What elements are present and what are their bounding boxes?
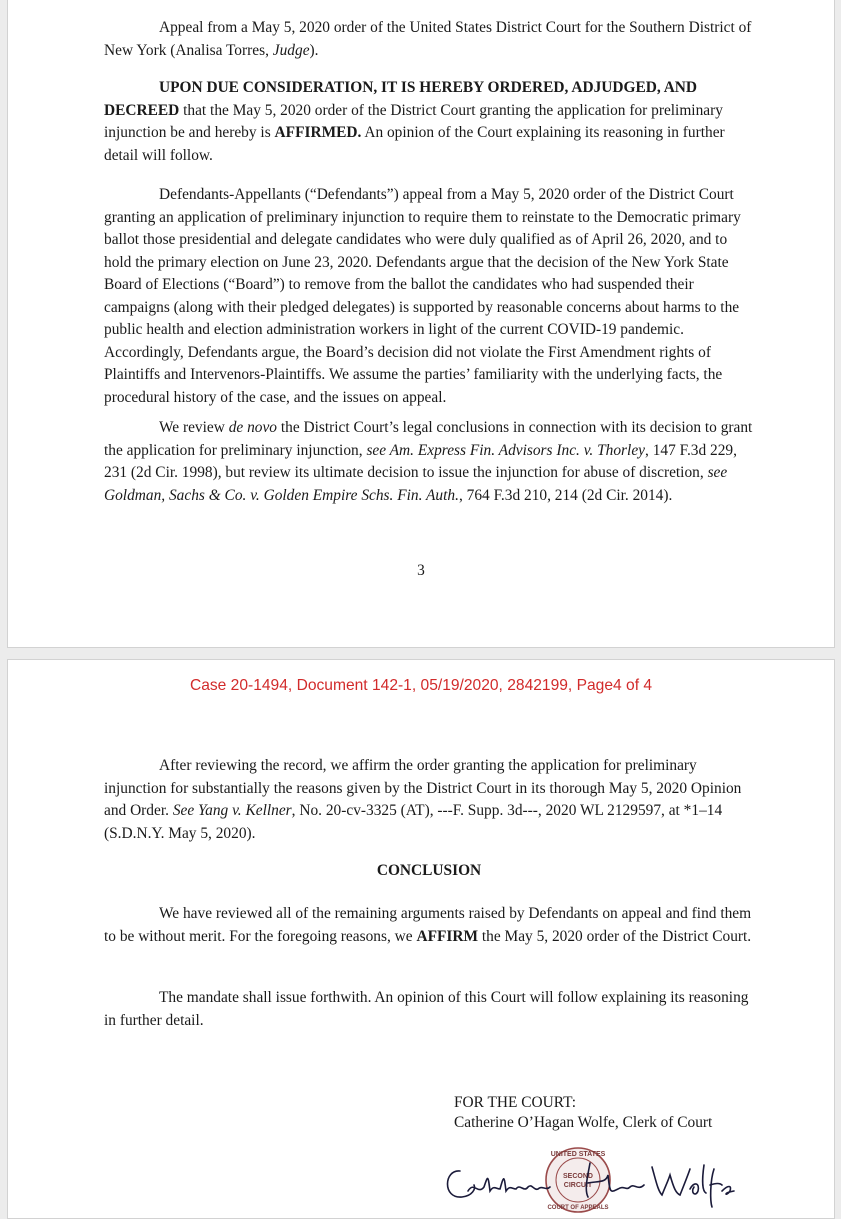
affirm-record-paragraph [104,755,754,845]
citation-thorley: see Am. Express Fin. Advisors Inc. v. Thorley [366,441,645,459]
mandate-paragraph: The mandate shall issue forthwith. An opinion of this Court will follow explaining its reasoning in further detail. [104,989,749,1029]
svg-text:CIRCUIT: CIRCUIT [563,1182,593,1189]
court-seal-icon [546,1148,610,1212]
case-header: Case 20-1494, Document 142-1, 05/19/2020, 2842199, Page4 of 4 [189,677,653,694]
for-the-court: FOR THE COURT: [454,1094,577,1111]
signature-and-seal [438,1145,738,1215]
page-number: 3 [417,562,425,579]
review-text: We review [159,419,229,436]
signature-block [454,1093,712,1133]
svg-text:COURT OF APPEALS: COURT OF APPEALS [547,1205,609,1211]
review-paragraph [104,417,754,507]
order-paragraph [104,77,754,167]
document-page-3 [7,0,835,648]
affirm-bold: AFFIRM [416,927,479,945]
defendants-paragraph: Defendants-Appellants (“Defendants”) appeal from a May 5, 2020 order of the District Court granting an application of preliminary injunction to require them to reinstate to the Democratic primary ballot those presidential and delegate candidates who were duly qualified as of April 26, 2020, and to hold the primary election on June 23, 2020. Defendants argue that the decision of the New York State Board of Elections (“Board”) to remove from the ballot the candidates who had suspended their campaigns (along with their pledged delegates) is supported by reasonable concerns about harms to the public health and election administration workers in light of the current COVID-19 pandemic. Accordingly, Defendants argue, the Board’s decision did not violate the First Amendment rights of Plaintiffs and Intervenors-Plaintiffs. We assume the parties’ familiarity with the underlying facts, the procedural history of the case, and the issues on appeal. [104,186,741,406]
order-text-end: An opinion of the Court explaining its reasoning in further detail will follow. [104,124,725,164]
appeal-text-end: ). [309,41,319,59]
order-text: that the May 5, 2020 order of the District Court granting the application for preliminary injunction be and hereby is [104,101,723,141]
review-text-end: , 764 F.3d 210, 214 (2d Cir. 2014). [458,486,673,504]
de-novo-italic: de novo [228,419,277,436]
citation-goldman: see Goldman, Sachs & Co. v. Golden Empire Schs. Fin. Auth. [104,464,728,504]
svg-text:SECOND: SECOND [563,1173,593,1180]
svg-text:UNITED STATES: UNITED STATES [550,1151,606,1158]
document-page-4 [7,659,835,1219]
appeal-text: Appeal from a May 5, 2020 order of the United States District Court for the Southern District of New York (Analisa Torres, [104,19,752,59]
review-text-2: the District Court’s legal conclusions in connection with its decision to grant the application for preliminary injunction, [104,419,753,459]
affirm-record-text: After reviewing the record, we affirm the order granting the application for preliminary injunction for substantially the reasons given by the District Court in its thorough May 5, 2020 Opinion and Order. [104,757,742,819]
conclusion-text: We have reviewed all of the remaining arguments raised by Defendants on appeal and find them to be without merit. For the foregoing reasons, we [104,905,752,945]
conclusion-heading: CONCLUSION [376,862,482,879]
affirm-record-text-end: , No. 20-cv-3325 (AT), ---F. Supp. 3d---, 2020 WL 2129597, at *1–14 (S.D.N.Y. May 5, 2020). [104,802,723,842]
appeal-paragraph [104,17,754,62]
order-decree-bold: UPON DUE CONSIDERATION, IT IS HEREBY ORDERED, ADJUDGED, AND DECREED [104,79,698,119]
clerk-name: Catherine O’Hagan Wolfe, Clerk of Court [454,1114,713,1131]
citation-yang: See Yang v. Kellner [172,802,292,819]
judge-italic: Judge [272,41,310,59]
review-text-3: , 147 F.3d 229, 231 (2d Cir. 1998), but review its ultimate decision to issue the injunction for abuse of discretion, [104,441,737,481]
affirmed-bold: AFFIRMED. [274,124,362,141]
conclusion-paragraph [104,903,754,948]
conclusion-text-end: the May 5, 2020 order of the District Court. [478,927,752,945]
